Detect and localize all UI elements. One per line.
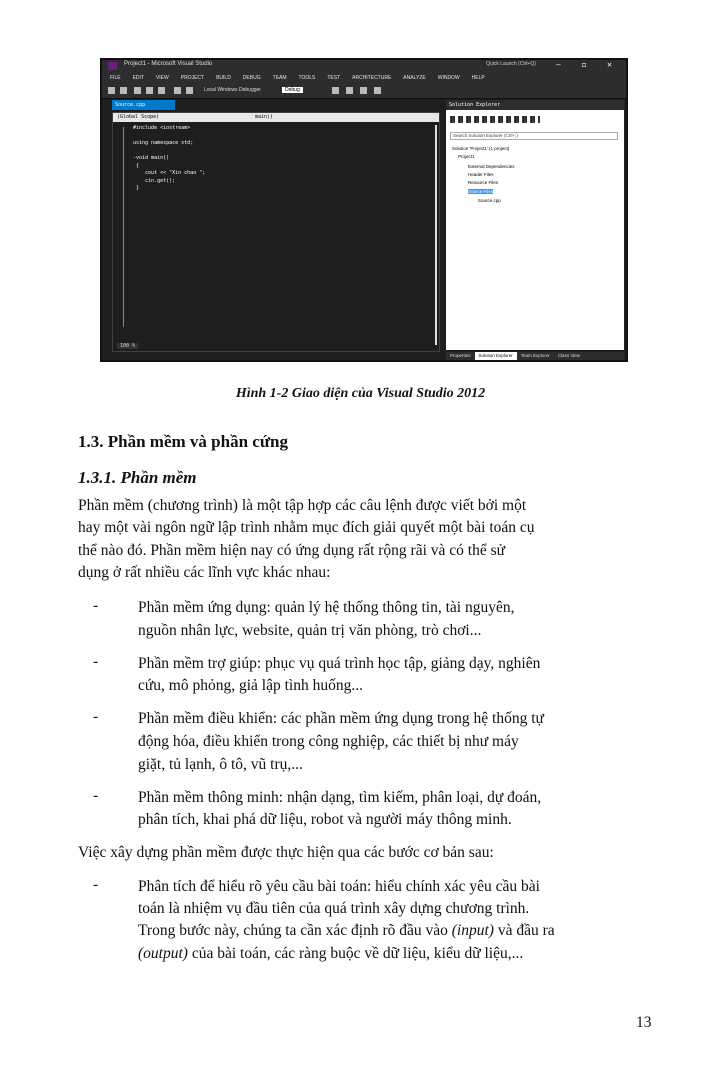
input-term: (input)	[451, 922, 494, 939]
tree-item-external-deps[interactable]: External Dependencies	[468, 164, 515, 169]
bullet-3-line-3: giặt, tủ lạnh, ô tô, vũ trụ,...	[138, 756, 303, 773]
tab-solution-explorer[interactable]: Solution Explorer	[475, 352, 517, 360]
zoom-level[interactable]: 100 %	[117, 343, 138, 349]
editor-scrollbar[interactable]	[435, 125, 437, 345]
tree-item-resource-files[interactable]: Resource Files	[468, 180, 499, 185]
step-1-line-4-b: của bài toán, các ràng buộc về dữ liệu, kiểu dữ liệu,...	[187, 945, 524, 962]
bullet-4-line-1: Phần mềm thông minh: nhận dạng, tìm kiếm, phân loại, dự đoán,	[138, 789, 542, 806]
step-1-line-1: Phân tích để hiểu rõ yêu cầu bài toán: hiểu chính xác yêu cầu bài	[138, 878, 540, 895]
forward-icon[interactable]	[120, 87, 127, 94]
bullet-1-line-2: nguồn nhân lực, website, quản trị văn phòng, trò chơi...	[138, 622, 482, 639]
undo-icon[interactable]	[174, 87, 181, 94]
intro-line-4: dụng ở rất nhiều các lĩnh vực khác nhau:	[78, 564, 331, 581]
redo-icon[interactable]	[186, 87, 193, 94]
toolbar-icon-c[interactable]	[360, 87, 367, 94]
window-controls[interactable]: — ◻ ✕	[555, 60, 620, 69]
bullet-marker: -	[93, 787, 99, 804]
bullet-4-line-2: phân tích, khai phá dữ liệu, robot và người máy thông minh.	[138, 811, 512, 828]
code-editor[interactable]	[112, 112, 440, 352]
back-icon[interactable]	[108, 87, 115, 94]
menu-view[interactable]: VIEW	[155, 75, 169, 81]
section-heading: 1.3. Phần mềm và phần cứng	[78, 432, 288, 451]
figure-caption: Hình 1-2 Giao diện của Visual Studio 2012	[235, 386, 486, 401]
menu-project[interactable]: PROJECT	[180, 75, 205, 81]
step-1-line-3-a: Trong bước này, chúng ta cần xác định rõ đầu vào	[138, 922, 452, 939]
bullet-marker: -	[93, 653, 99, 670]
vs-toolbar	[102, 84, 626, 99]
menu-window[interactable]: WINDOW	[437, 75, 460, 81]
tree-item-source-cpp[interactable]: Source.cpp	[478, 198, 501, 203]
menu-team[interactable]: TEAM	[272, 75, 287, 81]
tab-team-explorer[interactable]: Team Explorer	[520, 353, 550, 358]
intro-line-3: thể nào đó. Phần mềm hiện nay có ứng dụng rất rộng rãi và có thể sử	[78, 542, 506, 559]
bullet-2-line-1: Phần mềm trợ giúp: phục vụ quá trình học tập, giảng dạy, nghiên	[138, 655, 541, 672]
source-code[interactable]: #include <iostream> using namespace std; -void main() { cout << "Xin chao "; cin.get(); }	[133, 125, 206, 191]
tree-item-solution[interactable]: Solution 'Project1' (1 project)	[452, 146, 510, 151]
tree-item-header-files[interactable]: Header Files	[468, 172, 494, 177]
editor-gutter	[123, 127, 124, 327]
quick-launch-input[interactable]: Quick Launch (Ctrl+Q)	[486, 61, 536, 67]
se-toolbar-icons[interactable]	[450, 116, 540, 123]
menu-edit[interactable]: EDIT	[132, 75, 144, 81]
solution-explorer-title: Solution Explorer	[446, 100, 624, 110]
solution-explorer-panel	[446, 110, 624, 350]
vs-window-title: Project1 - Microsoft Visual Studio	[124, 61, 213, 67]
menu-analyze[interactable]: ANALYZE	[403, 75, 426, 81]
step-1-line-4	[138, 943, 656, 965]
scope-bar	[113, 113, 439, 122]
bullet-marker: -	[93, 597, 99, 614]
vs-menu-bar	[102, 72, 626, 84]
bullet-3-line-1: Phần mềm điều khiển: các phần mềm ứng dụng trong hệ thống tự	[138, 710, 544, 727]
menu-file[interactable]: FILE	[110, 75, 121, 81]
new-file-icon[interactable]	[134, 87, 141, 94]
start-debugger-button[interactable]: Local Windows Debugger	[204, 87, 261, 93]
save-icon[interactable]	[146, 87, 153, 94]
output-term: (output)	[138, 945, 188, 962]
menu-build[interactable]: BUILD	[216, 75, 231, 81]
menu-tools[interactable]: TOOLS	[298, 75, 316, 81]
steps-intro: Việc xây dựng phần mềm được thực hiện qua các bước cơ bản sau:	[78, 844, 494, 861]
bullet-2-line-2: cứu, mô phỏng, giả lập tình huống...	[138, 677, 363, 694]
tab-properties[interactable]: Properties	[450, 353, 471, 358]
scope-dropdown[interactable]: (Global Scope)	[117, 114, 160, 120]
menu-architecture[interactable]: ARCHITECTURE	[352, 75, 392, 81]
bullet-1-line-1: Phần mềm ứng dụng: quản lý hệ thống thông tin, tài nguyên,	[138, 599, 515, 616]
bullet-marker: -	[93, 708, 99, 725]
page-number: 13	[636, 1014, 652, 1031]
subsection-heading: 1.3.1. Phần mềm	[78, 468, 197, 487]
config-dropdown[interactable]: Debug	[282, 87, 303, 93]
step-1-line-3	[138, 920, 656, 942]
step-1-line-2: toán là nhiệm vụ đầu tiên của quá trình xây dựng chương trình.	[138, 900, 530, 917]
save-all-icon[interactable]	[158, 87, 165, 94]
tab-class-view[interactable]: Class View	[557, 353, 580, 358]
bullet-3-line-2: động hóa, điều khiển trong công nghiệp, các thiết bị như máy	[138, 733, 519, 750]
intro-line-2: hay một vài ngôn ngữ lập trình nhằm mục đích giải quyết một bài toán cụ	[78, 519, 535, 536]
vs-logo-icon	[108, 62, 117, 70]
editor-tab-source-cpp[interactable]: Source.cpp	[112, 100, 175, 110]
vs-title-bar	[102, 60, 626, 72]
visual-studio-screenshot	[100, 58, 628, 362]
menu-help[interactable]: HELP	[471, 75, 485, 81]
tree-item-project[interactable]: Project1	[458, 154, 475, 159]
menu-test[interactable]: TEST	[327, 75, 341, 81]
solution-explorer-tabs	[446, 352, 624, 360]
menu-debug[interactable]: DEBUG	[242, 75, 261, 81]
toolbar-icon-d[interactable]	[374, 87, 381, 94]
bullet-marker: -	[93, 876, 99, 893]
intro-line-1: Phần mềm (chương trình) là một tập hợp các câu lệnh được viết bởi một	[78, 497, 527, 514]
toolbar-icon-b[interactable]	[346, 87, 353, 94]
solution-explorer-search[interactable]: Search Solution Explorer (Ctrl+;)	[450, 132, 618, 140]
step-1-line-3-c: và đầu ra	[493, 922, 555, 939]
toolbar-icon-a[interactable]	[332, 87, 339, 94]
member-dropdown[interactable]: main()	[255, 114, 274, 120]
tree-item-source-files[interactable]: Source Files	[468, 189, 494, 194]
